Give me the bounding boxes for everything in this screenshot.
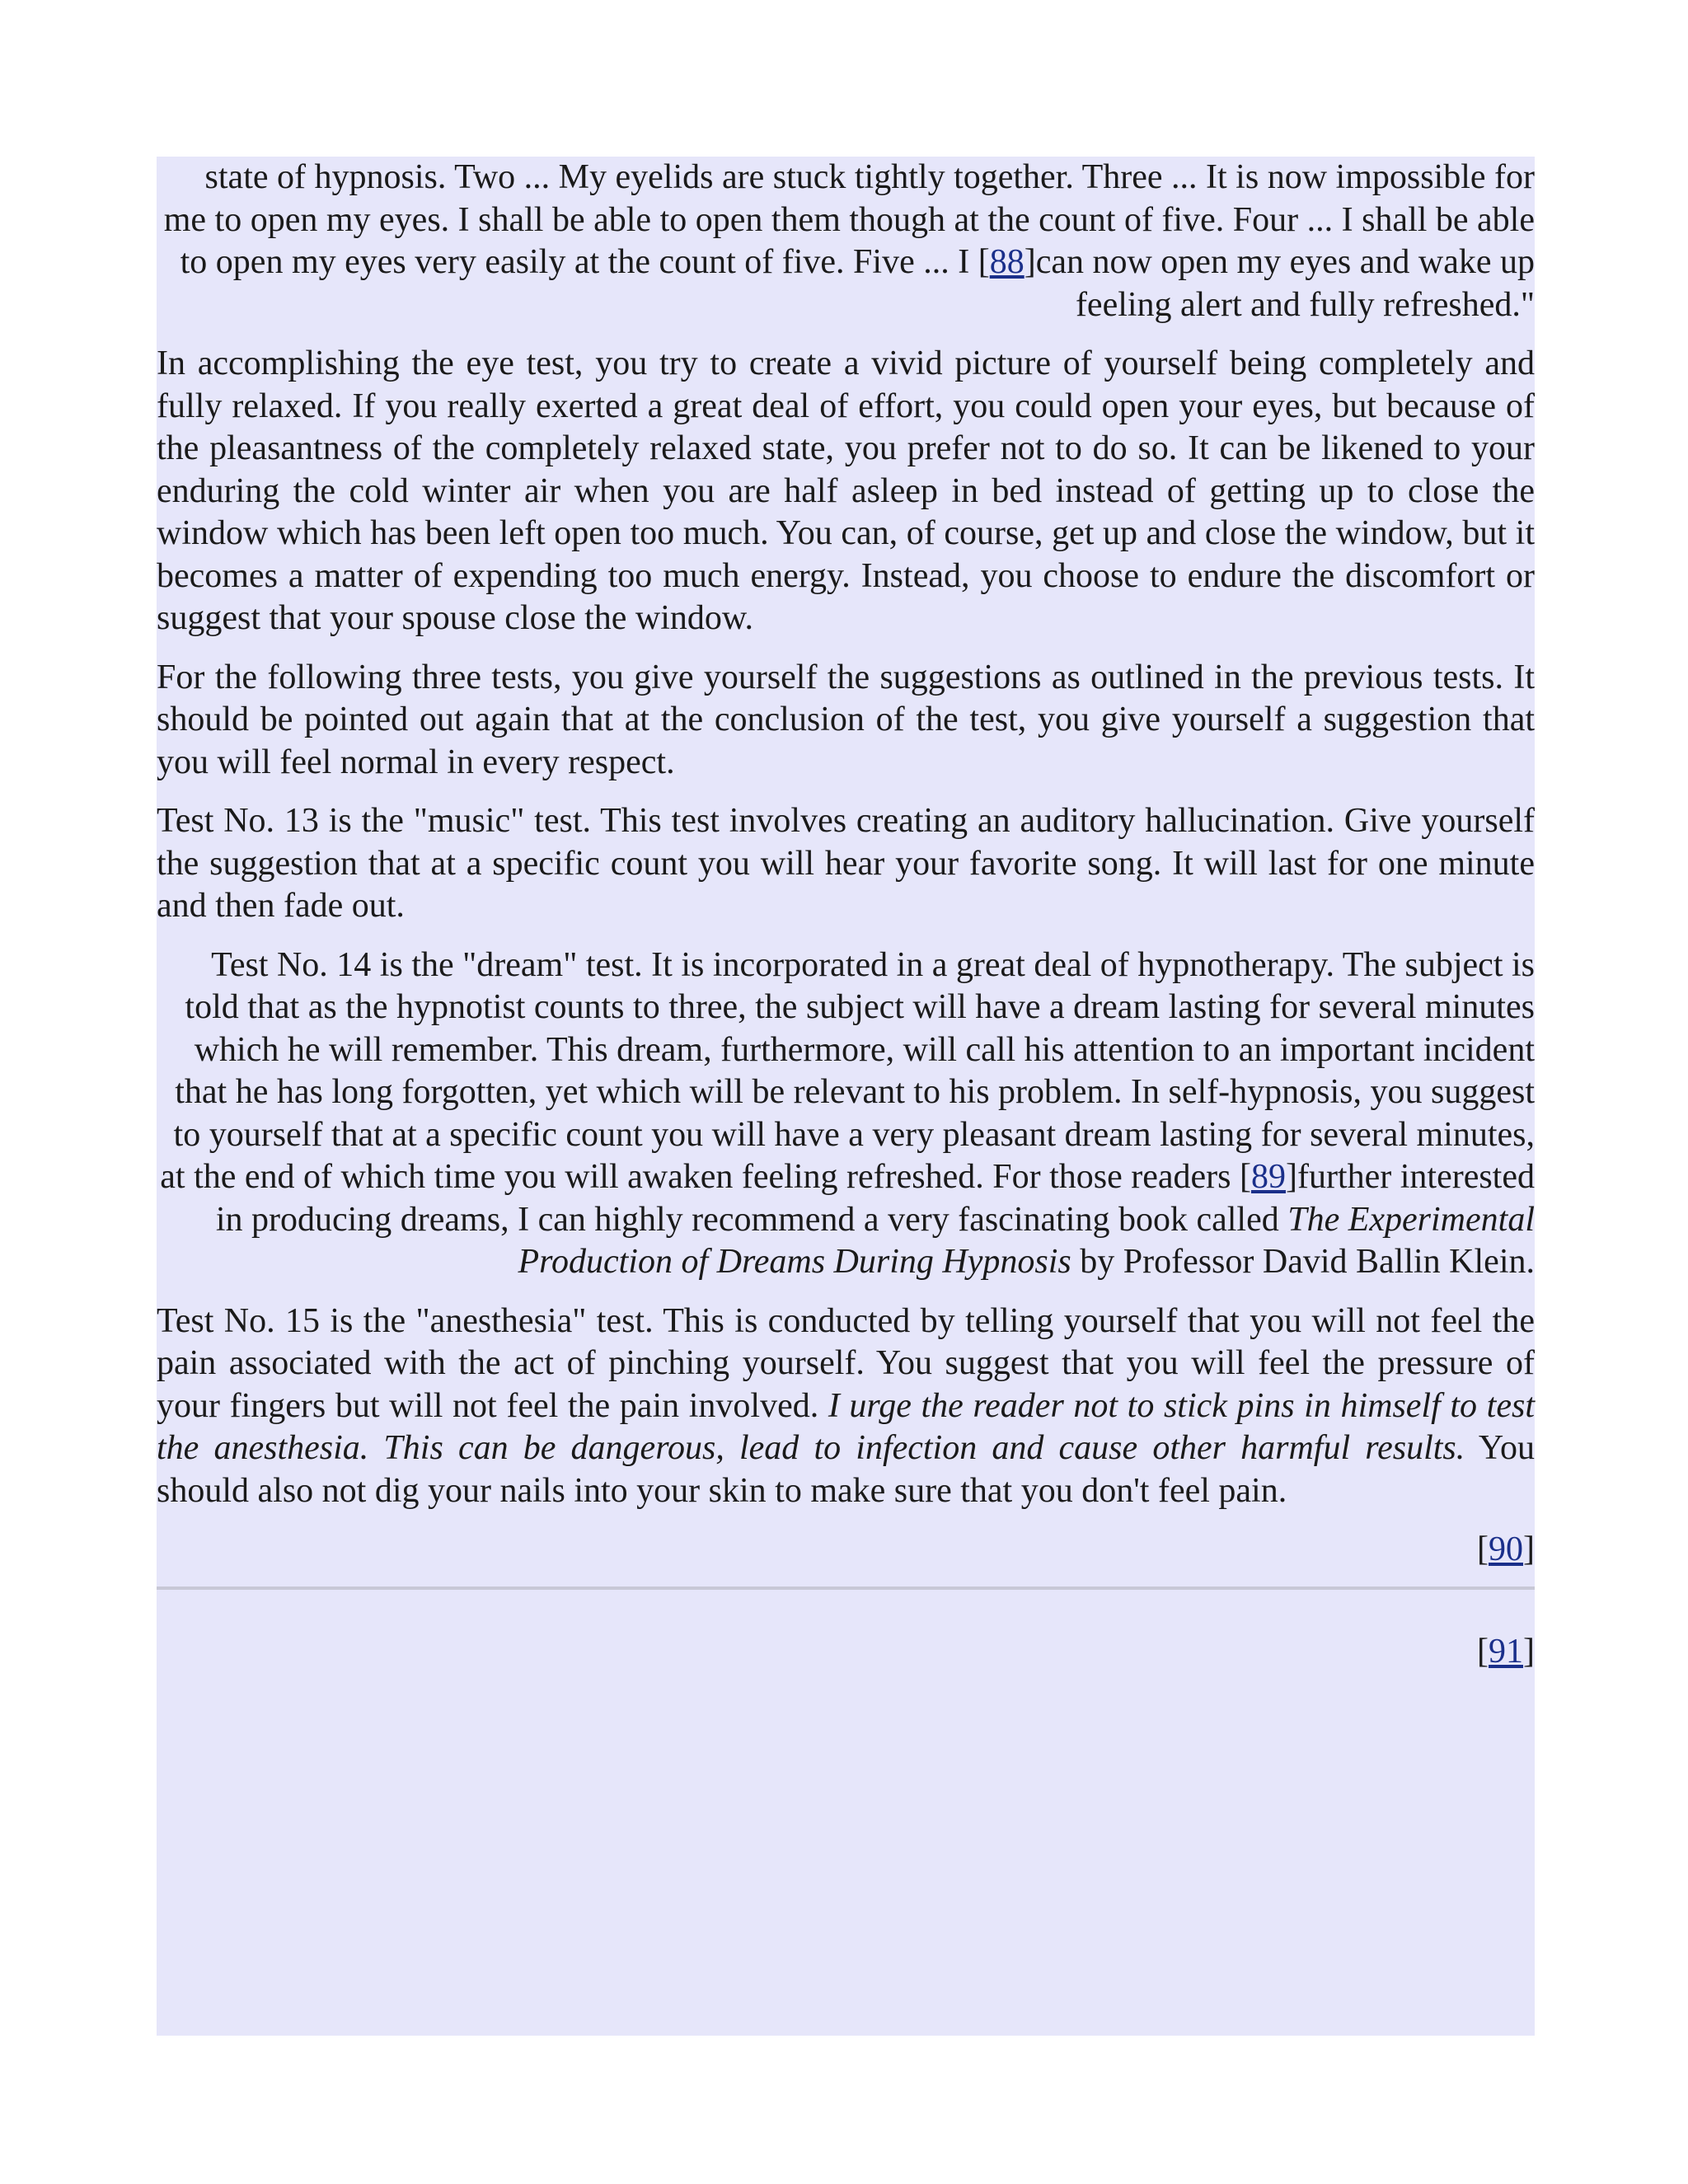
page-divider <box>157 1586 1535 1590</box>
book-title: The Experimental Production of Dreams During Hypnosis <box>518 1200 1535 1281</box>
page-content <box>157 157 1535 2036</box>
anesthesia-test-paragraph <box>157 1301 1535 1513</box>
anesthesia-warning: I urge the reader not to stick pins in himself to test the anesthesia. This can be dangerous, lead to infection and cause other harmful results. <box>157 1386 1535 1467</box>
dream-test-paragraph <box>157 944 1535 1284</box>
quote-text-start: state of hypnosis. Two ... My eyelids are stuck tightly together. Three ... It is now impossible for me to open my eyes. I shall be able to open them though at the count of five. Four ... I shall be able to open my eyes very easily at the count of five. Five ... I [ <box>163 158 1535 281</box>
dream-text-end: by Professor David Ballin Klein. <box>1071 1243 1535 1281</box>
text-column <box>157 157 1535 1673</box>
page-link-91[interactable]: 91 <box>1489 1632 1523 1671</box>
page-link-89[interactable]: 89 <box>1250 1158 1286 1196</box>
music-test-paragraph: Test No. 13 is the "music" test. This test involves creating an auditory hallucination. Give yourself the suggestion that at a specific count you will hear your favorite song. It will last for one minute and then fade out. <box>157 802 1535 925</box>
page-number-90: [90] <box>1477 1530 1535 1568</box>
quote-text-end: ]can now open my eyes and wake up feeling alert and fully refreshed." <box>1024 243 1535 324</box>
page-number-91: [91] <box>1477 1632 1535 1671</box>
dream-text-start: Test No. 14 is the "dream" test. It is incorporated in a great deal of hypnotherapy. The subject is told that as the hypnotist counts to three, the subject will have a dream lasting for several minutes which he will remember. This dream, furthermore, will call his attention to an important incident that he has long forgotten, yet which will be relevant to his problem. In self-hypnosis, you suggest to yourself that at a specific count you will have a very pleasant dream lasting for several minutes, at the end of which time you will awaken feeling refreshed. For those readers [ <box>160 945 1535 1196</box>
quote-paragraph <box>157 157 1535 326</box>
page-link-88[interactable]: 88 <box>989 243 1025 281</box>
anesthesia-text-start: Test No. 15 is the "anesthesia" test. This is conducted by telling yourself that you will not feel the pain associated with the act of pinching yourself. You suggest that you will feel the pressure of your fingers but will not feel the pain involved. <box>157 1301 1535 1425</box>
anesthesia-text-end: You should also not dig your nails into your skin to make sure that you don't feel pain. <box>157 1429 1535 1510</box>
following-tests-paragraph: For the following three tests, you give yourself the suggestions as outlined in the previous tests. It should be pointed out again that at the conclusion of the test, you give yourself a suggestion that you will feel normal in every respect. <box>157 658 1535 781</box>
page-link-90[interactable]: 90 <box>1489 1530 1523 1568</box>
dream-text-middle: ]further interested in producing dreams, I can highly recommend a very fascinating book called <box>215 1158 1535 1239</box>
eye-test-paragraph: In accomplishing the eye test, you try to create a vivid picture of yourself being completely and fully relaxed. If you really exerted a great deal of effort, you could open your eyes, but because of the pleasantness of the completely relaxed state, you prefer not to do so. It can be likened to your enduring the cold winter air when you are half asleep in bed instead of getting up to close the window which has been left open too much. You can, of course, get up and close the window, but it becomes a matter of expending too much energy. Instead, you choose to endure the discomfort or suggest that your spouse close the window. <box>157 344 1535 637</box>
